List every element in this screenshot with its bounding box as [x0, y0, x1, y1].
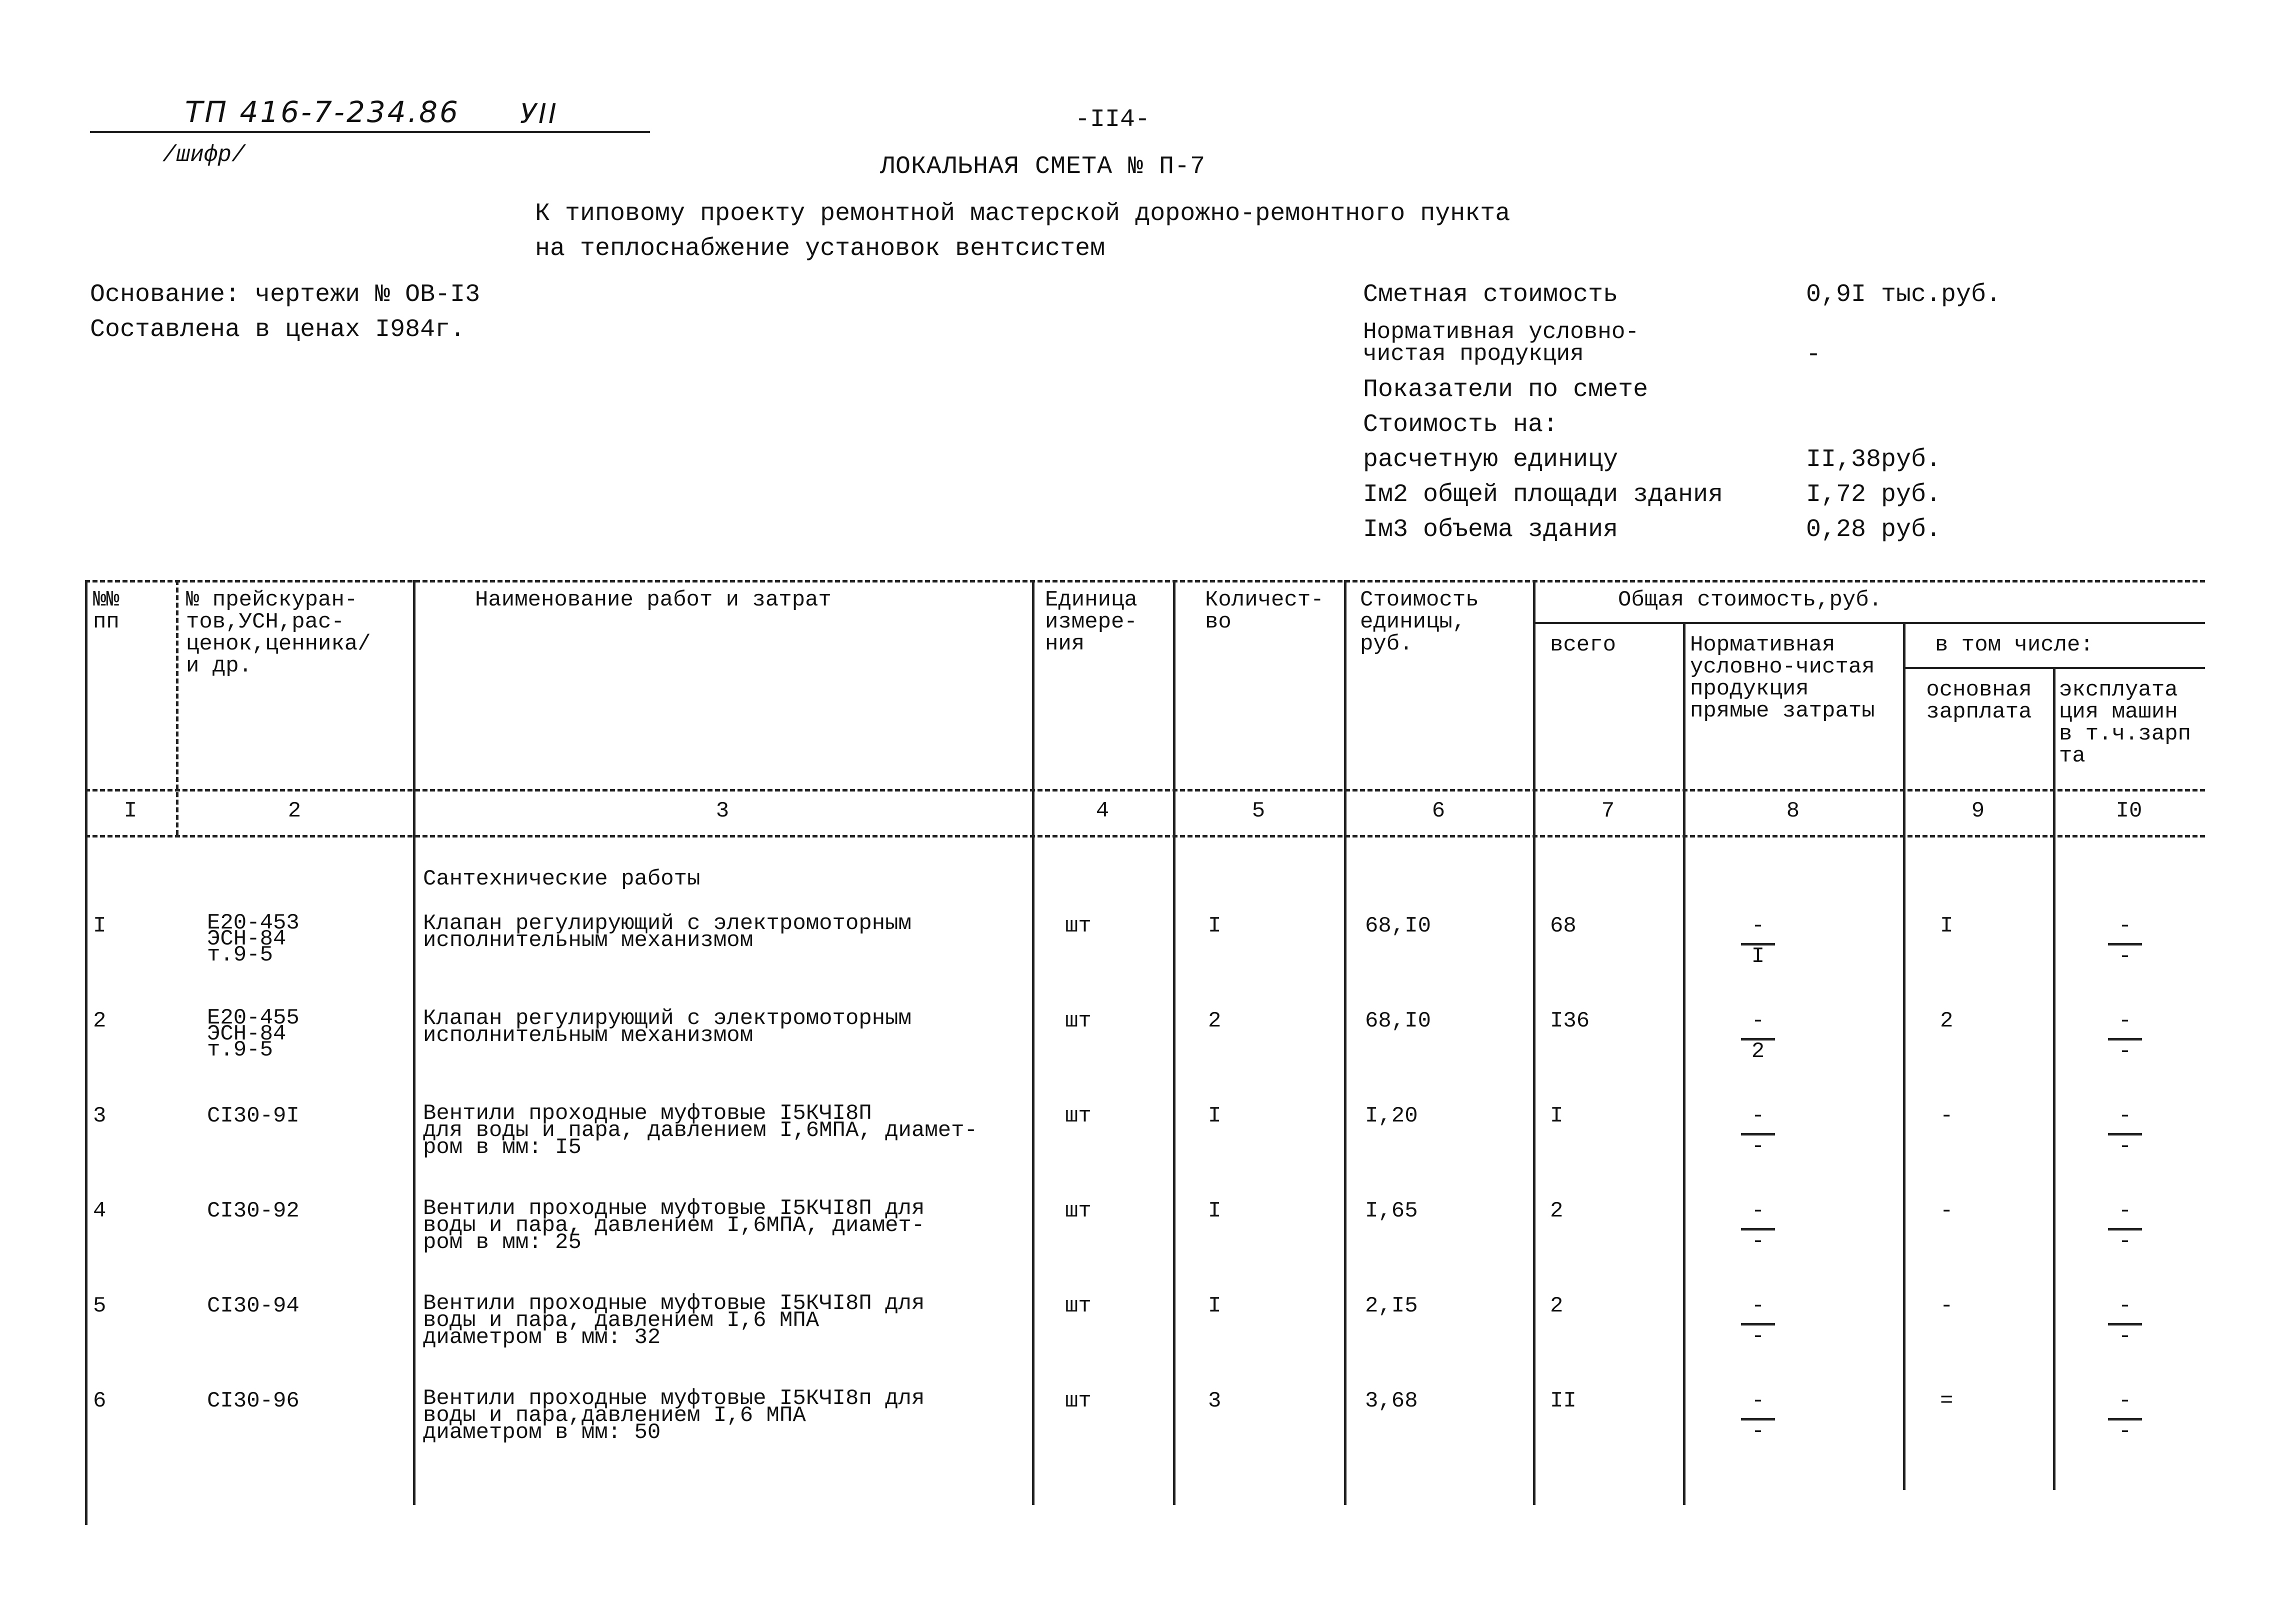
base-salary: - [1940, 1294, 1954, 1318]
total-cost: II [1550, 1388, 1576, 1414]
column-number-4: 4 [1096, 798, 1110, 824]
unit-cost: 68,I0 [1365, 1008, 1432, 1034]
work-name: Клапан регулирующий с электромоторным исполнительным механизмом [423, 911, 912, 953]
cost-on-label: Стоимость на: [1363, 410, 1558, 439]
unit: шт [1065, 1104, 1092, 1128]
price-code: СI30-92 [207, 1198, 300, 1224]
column-number-3: 3 [716, 798, 730, 824]
machine-fraction: - - [2105, 915, 2145, 974]
price-code: Е20-453 ЭСН-84 т.9-5 [207, 910, 300, 968]
unit: шт [1065, 1388, 1092, 1414]
column-number-9: 9 [1971, 798, 1985, 824]
header-work-name: Наименование работ и затрат [475, 588, 832, 612]
unit-cost: I,20 [1365, 1104, 1418, 1128]
column-number-8: 8 [1786, 798, 1800, 824]
work-name: Вентили проходные муфтовые I5КЧI8П для воды и пара, давлением I,6 МПА диаметром в мм: 32 [423, 1291, 925, 1350]
row-number: 3 [93, 1104, 106, 1128]
price-code: СI30-9I [207, 1104, 300, 1128]
base-salary: 2 [1940, 1008, 1954, 1034]
machine-fraction: - - [2105, 1295, 2145, 1354]
quantity: 3 [1208, 1388, 1222, 1414]
header-unit-cost: Стоимость единицы, руб. [1360, 588, 1479, 656]
row-number: 5 [93, 1294, 106, 1318]
subtitle-line-1: К типовому проекту ремонтной мастерской дорожно-ремонтного пункта [535, 200, 1510, 228]
quantity: I [1208, 914, 1222, 938]
total-cost: 2 [1550, 1294, 1564, 1318]
header-total: всего [1550, 632, 1616, 658]
quantity: 2 [1208, 1008, 1222, 1034]
header-machine-operation: эксплуата ция машин в т.ч.зарп та [2059, 678, 2192, 768]
per-m3-label: Iм3 объема здания [1363, 516, 1618, 544]
quantity: I [1208, 1104, 1222, 1128]
unit-cost: 3,68 [1365, 1388, 1418, 1414]
header-underline [90, 131, 650, 133]
estimated-cost-label: Сметная стоимость [1363, 280, 1618, 309]
normative-value: - [1806, 340, 1822, 369]
normative-fraction: - - [1738, 1390, 1778, 1448]
per-m2-value: I,72 руб. [1806, 480, 1942, 509]
quantity: I [1208, 1198, 1222, 1224]
work-name: Клапан регулирующий с электромоторным исполнительным механизмом [423, 1006, 912, 1048]
unit: шт [1065, 1198, 1092, 1224]
normative-fraction: - I [1738, 915, 1778, 974]
column-number-10: I0 [2116, 798, 2142, 824]
normative-fraction: - 2 [1738, 1010, 1778, 1068]
section-title: Сантехнические работы [423, 866, 700, 892]
column-number-2: 2 [288, 798, 302, 824]
machine-fraction: - - [2105, 1105, 2145, 1164]
base-salary: - [1940, 1198, 1954, 1224]
normative-label-1: Нормативная условно- [1363, 319, 1640, 345]
normative-fraction: - - [1738, 1200, 1778, 1258]
normative-label-2: чистая продукция [1363, 341, 1584, 367]
unit: шт [1065, 1294, 1092, 1318]
per-unit-label: расчетную единицу [1363, 446, 1618, 474]
unit-cost: 2,I5 [1365, 1294, 1418, 1318]
per-m2-label: Iм2 общей площади здания [1363, 480, 1724, 509]
total-cost: 68 [1550, 914, 1576, 938]
album-number: УII [520, 98, 558, 130]
unit: шт [1065, 1008, 1092, 1034]
header-including-group: в том числе: [1935, 632, 2094, 658]
header-quantity: Количест- во [1205, 588, 1324, 634]
normative-fraction: - - [1738, 1105, 1778, 1164]
column-number-6: 6 [1432, 798, 1446, 824]
column-number-7: 7 [1601, 798, 1615, 824]
basis-line-1: Основание: чертежи № ОВ-I3 [90, 280, 480, 309]
row-number: I [93, 914, 106, 938]
row-number: 2 [93, 1008, 106, 1034]
cipher-label: /шифр/ [162, 142, 246, 168]
total-cost: 2 [1550, 1198, 1564, 1224]
base-salary: = [1940, 1388, 1954, 1414]
total-cost: I36 [1550, 1008, 1590, 1034]
header-unit: Единица измере- ния [1045, 588, 1138, 656]
column-number-5: 5 [1252, 798, 1266, 824]
per-unit-value: II,38руб. [1806, 446, 1942, 474]
base-salary: - [1940, 1104, 1954, 1128]
unit-cost: I,65 [1365, 1198, 1418, 1224]
price-code: СI30-94 [207, 1294, 300, 1318]
machine-fraction: - - [2105, 1200, 2145, 1258]
basis-line-2: Составлена в ценах I984г. [90, 316, 466, 344]
indicators-label: Показатели по смете [1363, 376, 1648, 404]
machine-fraction: - - [2105, 1010, 2145, 1068]
header-price-code: № прейскуран- тов,УСН,рас- ценок,ценника/ и др. [186, 588, 371, 678]
work-name: Вентили проходные муфтовые I5КЧI8п для воды и пара,давлением I,6 МПА диаметром в мм: 50 [423, 1386, 925, 1445]
price-code: Е20-455 ЭСН-84 т.9-5 [207, 1006, 300, 1062]
quantity: I [1208, 1294, 1222, 1318]
work-name: Вентили проходные муфтовые I5КЧI8П для воды и пара, давлением I,6МПА, диамет- ром в мм: 25 [423, 1196, 925, 1255]
total-cost: I [1550, 1104, 1564, 1128]
estimated-cost-value: 0,9I тыс.руб. [1806, 280, 2002, 309]
header-base-salary: основная зарплата [1926, 678, 2032, 724]
price-code: СI30-96 [207, 1388, 300, 1414]
header-normative: Нормативная условно-чистая продукция прямые затраты [1690, 632, 1875, 724]
header-total-cost-group: Общая стоимость,руб. [1618, 588, 1882, 612]
work-name: Вентили проходные муфтовые I5КЧI8П для воды и пара, давлением I,6МПА, диамет- ром в мм: I5 [423, 1101, 978, 1160]
document-title: ЛОКАЛЬНАЯ СМЕТА № П-7 [880, 152, 1206, 181]
base-salary: I [1940, 914, 1954, 938]
column-number-1: I [124, 798, 138, 824]
row-number: 4 [93, 1198, 106, 1224]
row-number: 6 [93, 1388, 106, 1414]
header-row-number: №№ пп [93, 588, 120, 634]
subtitle-line-2: на теплоснабжение установок вентсистем [535, 234, 1106, 263]
normative-fraction: - - [1738, 1295, 1778, 1354]
unit: шт [1065, 914, 1092, 938]
unit-cost: 68,I0 [1365, 914, 1432, 938]
project-code: ТП 416-7-234.86 [185, 95, 460, 129]
page-number: -II4- [1075, 106, 1150, 134]
per-m3-value: 0,28 руб. [1806, 516, 1942, 544]
machine-fraction: - - [2105, 1390, 2145, 1448]
